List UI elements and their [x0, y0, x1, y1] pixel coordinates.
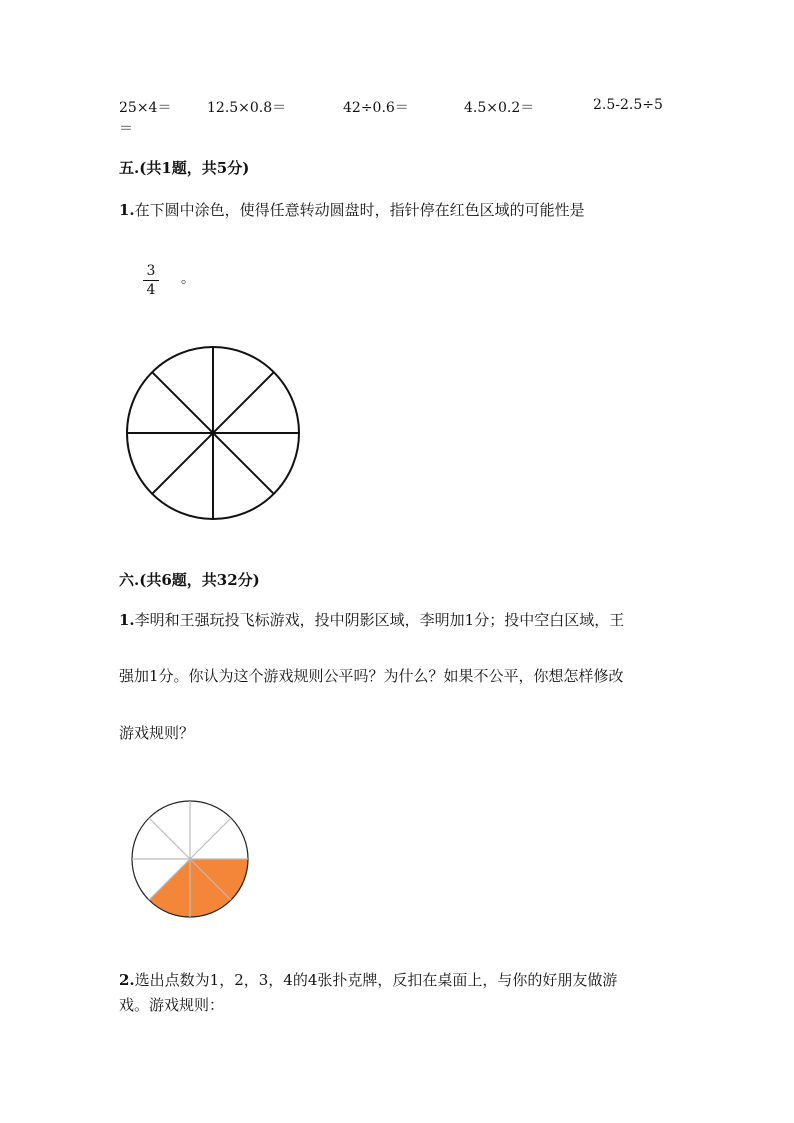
- fraction-numerator: 3: [146, 263, 156, 279]
- fraction-bar: [143, 280, 159, 281]
- dart-board-circle: [127, 797, 253, 923]
- calc-item-4: 4.5×0.2＝: [464, 100, 535, 116]
- coloring-circle[interactable]: [122, 342, 304, 524]
- section-6-heading: 六.(共6题，共32分): [119, 571, 260, 589]
- section-6-question-2-line-2: 戏。游戏规则：: [119, 996, 225, 1014]
- calc-item-2: 12.5×0.8＝: [207, 100, 287, 116]
- calc-item-1: 25×4＝: [119, 100, 172, 116]
- fraction-three-quarters: [143, 263, 159, 298]
- shaded-sector: [149, 859, 190, 917]
- calc-item-3: 42÷0.6＝: [343, 100, 409, 116]
- calc-item-5-equals: ＝: [119, 121, 133, 137]
- section-5-heading: 五.(共1题，共5分): [119, 159, 250, 177]
- section-6-question-2-line-1: [119, 969, 617, 990]
- question-text: 李明和王强玩投飞标游戏，投中阴影区域，李明加1分；投中空白区域，王: [134, 611, 625, 629]
- calc-item-5: 2.5-2.5÷5: [593, 97, 663, 113]
- section-6-question-1-line-2: 强加1分。你认为这个游戏规则公平吗？为什么？如果不公平，你想怎样修改: [119, 667, 624, 685]
- question-number: 2.: [119, 971, 135, 989]
- question-text: 在下圆中涂色，使得任意转动圆盘时，指针停在红色区域的可能性是: [134, 201, 585, 219]
- section-6-question-1-line-1: [119, 609, 624, 630]
- question-number: 1.: [119, 201, 135, 219]
- fraction-denominator: 4: [146, 282, 156, 298]
- question-text: 选出点数为1，2，3，4的4张扑克牌，反扣在桌面上，与你的好朋友做游: [134, 971, 618, 989]
- section-6-question-1-line-3: 游戏规则？: [119, 724, 195, 742]
- section-5-question-1: [119, 199, 585, 220]
- question-number: 1.: [119, 611, 135, 629]
- answer-period: 。: [181, 271, 195, 287]
